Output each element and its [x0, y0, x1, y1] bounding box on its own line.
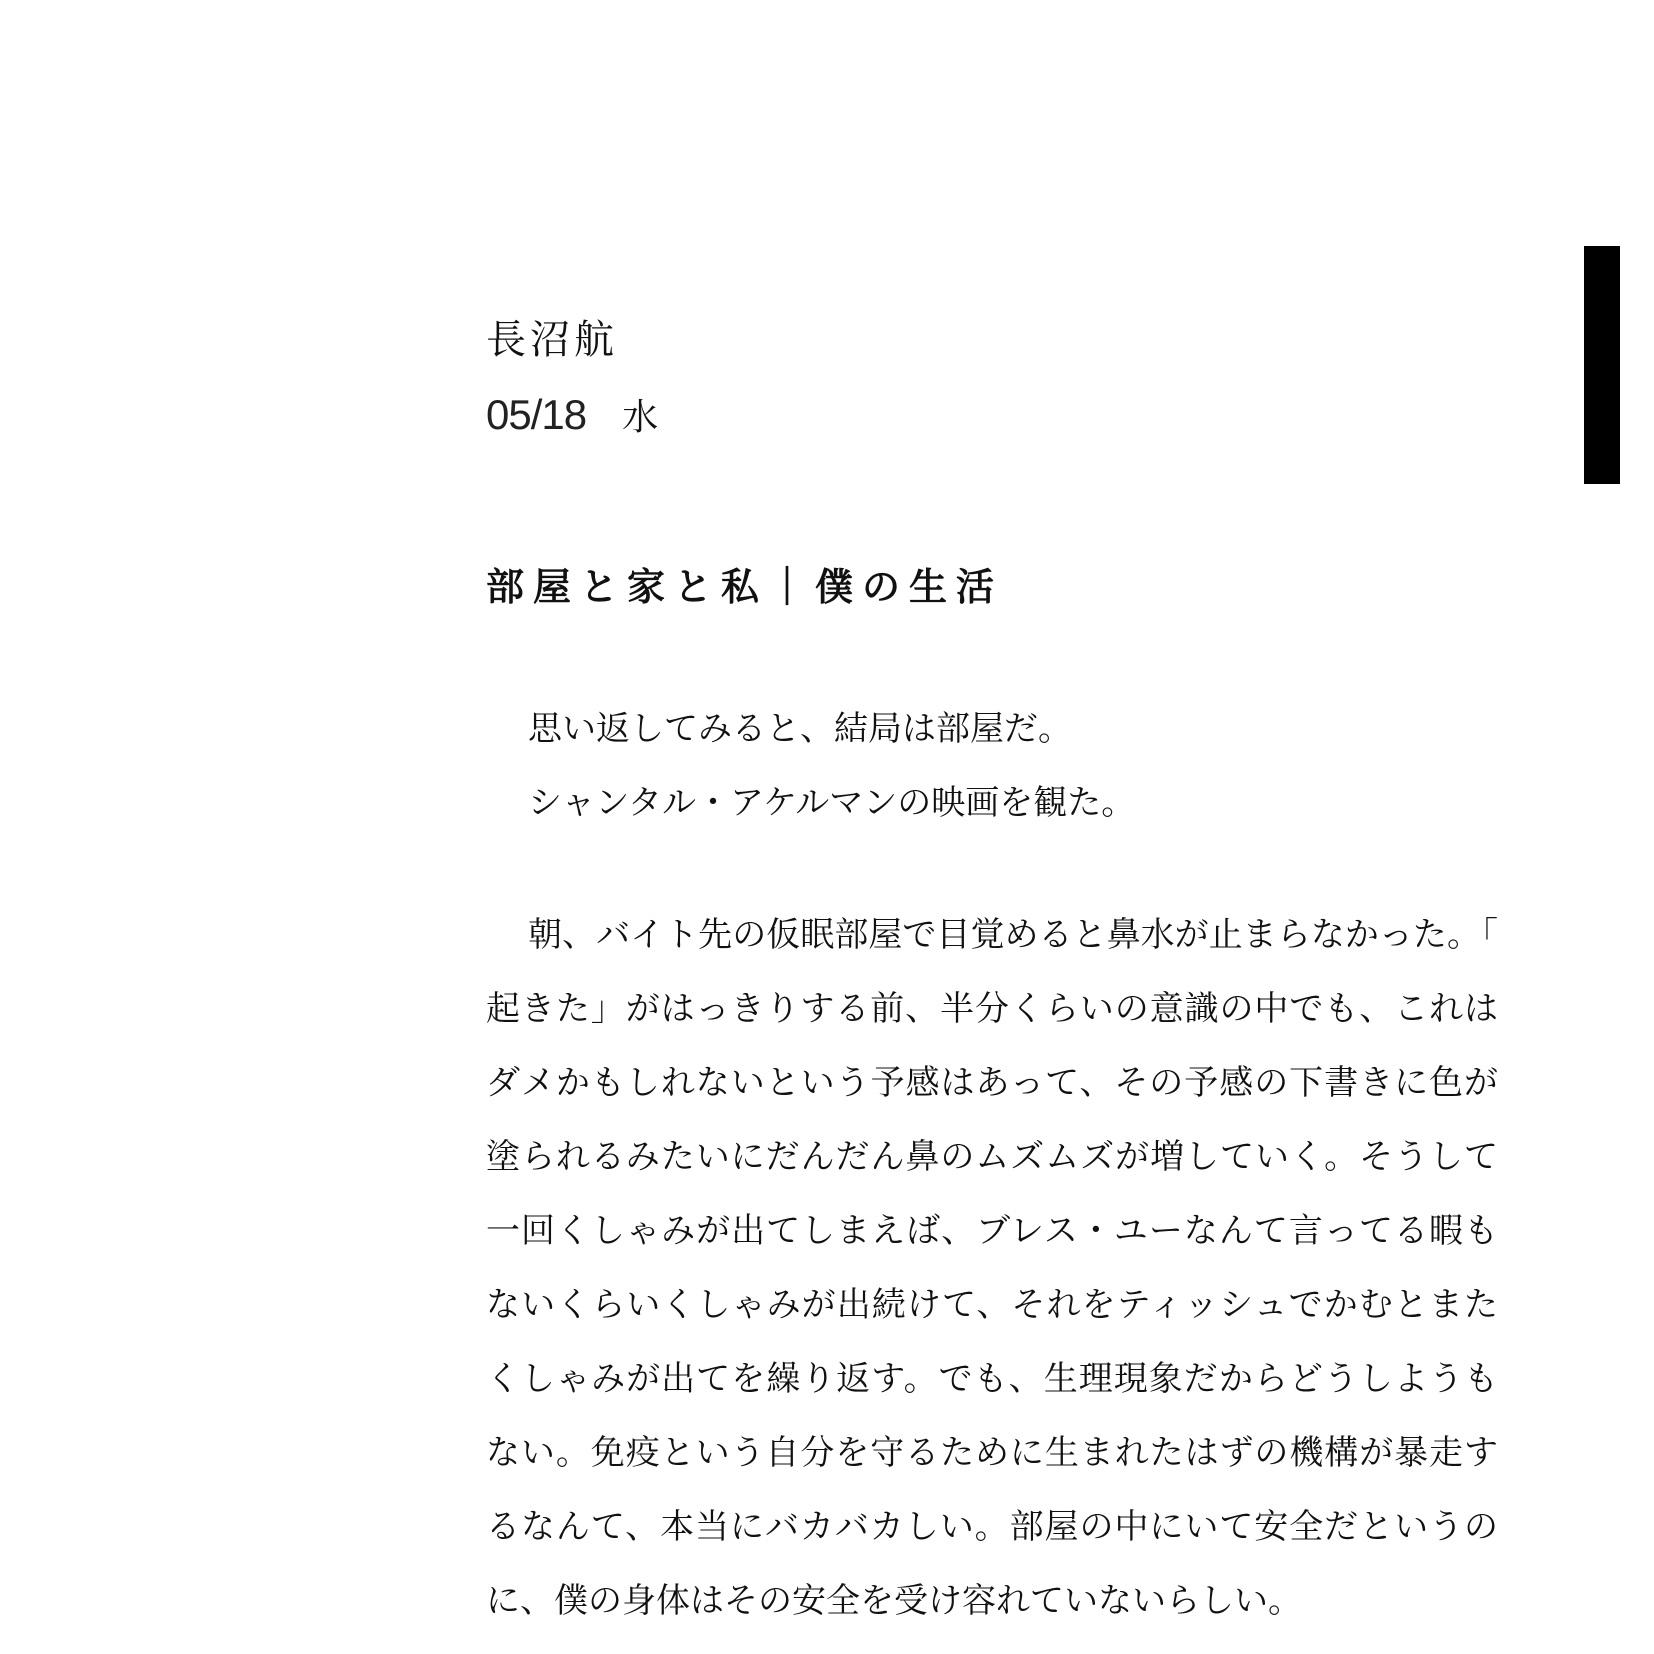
entry-date: 05/18 [486, 391, 587, 438]
entry-title: 部屋と家と私｜僕の生活 [486, 565, 1004, 609]
intro-block [486, 692, 1504, 840]
page-edge-tab [1584, 246, 1620, 484]
date-row [486, 390, 658, 450]
intro-line: シャンタル・アケルマンの映画を観た。 [528, 783, 1136, 823]
body-paragraph: 朝、バイト先の仮眠部屋で目覚めると鼻水が止まらなかった。「起きた」がはっきりする前、半分くらいの意識の中でも、これはダメかもしれないという予感はあって、その予感の下書きに色が塗られるみたいにだんだん鼻のムズムズが増していく。そうして一回くしゃみが出てしまえば、ブレス・ユーなんて言ってる暇もないくらいくしゃみが出続けて、それをティッシュでかむとまたくしゃみが出てを繰り返す。でも、生理現象だからどうしようもない。免疫という自分を守るために生まれたはずの機構が暴走するなんて、本当にバカバカしい。部屋の中にいて安全だというのに、僕の身体はその安全を受け容れていないらしい。 [486, 915, 1498, 1621]
entry-weekday: 水 [622, 397, 659, 438]
intro-line: 思い返してみると、結局は部屋だ。 [528, 709, 1072, 749]
entry-header [486, 312, 658, 450]
author-name: 長沼航 [486, 317, 618, 363]
